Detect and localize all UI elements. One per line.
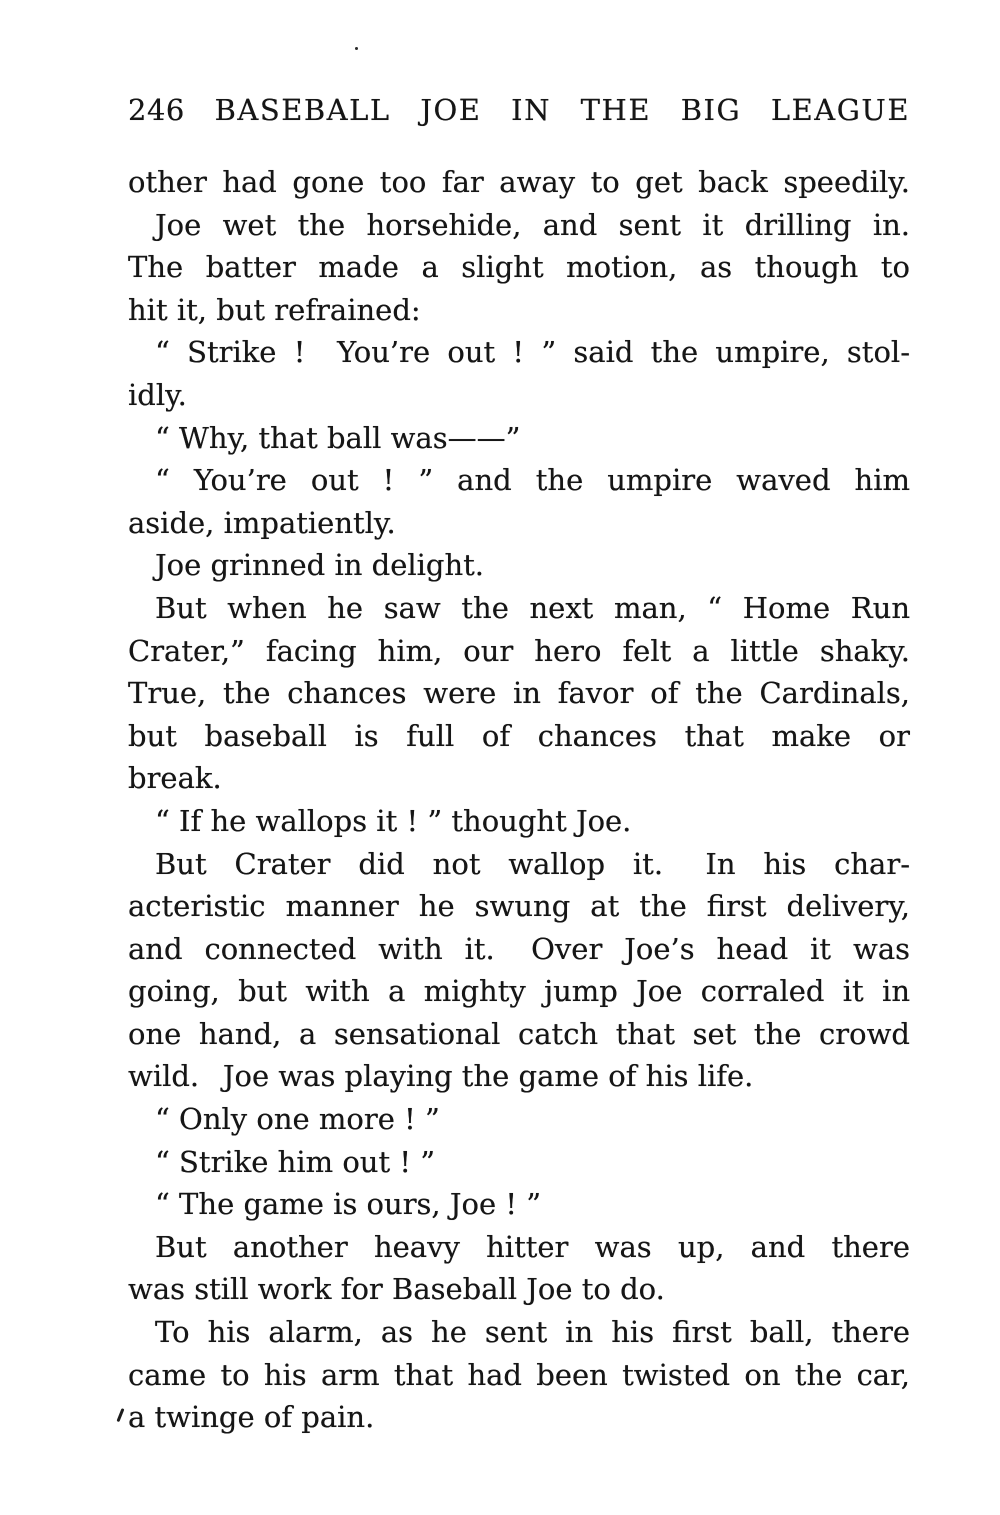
text-line: a twinge of pain. <box>128 1400 375 1435</box>
text-line: Joe grinned in delight. <box>155 548 485 583</box>
text-line: To his alarm, as he sent in his first ball, there <box>155 1315 910 1350</box>
text-line: one hand, a sensational catch that set the crowd <box>128 1016 910 1051</box>
text-line: “ You’re out ! ” and the umpire waved him <box>155 463 910 498</box>
text-line: But another heavy hitter was up, and there <box>155 1229 910 1264</box>
scan-artifact <box>355 47 358 50</box>
text-line: going, but with a mighty jump Joe corraled it in <box>128 974 910 1009</box>
text-line: hit it, but refrained: <box>128 292 421 327</box>
text-line: But Crater did not wallop it. In his char- <box>155 846 910 881</box>
text-line: idly. <box>128 377 187 412</box>
body-text <box>128 161 910 1439</box>
text-line: break. <box>128 761 222 796</box>
text-line: “ The game is ours, Joe ! ” <box>155 1187 542 1222</box>
text-line: Crater,” facing him, our hero felt a little shaky. <box>128 633 910 668</box>
text-line: and connected with it. Over Joe’s head it was <box>128 931 910 966</box>
text-line: other had gone too far away to get back speedily. <box>128 165 910 199</box>
text-line: acteristic manner he swung at the first delivery, <box>128 889 910 924</box>
page-title: BASEBALL JOE IN THE BIG LEAGUE <box>214 93 910 127</box>
text-line: True, the chances were in favor of the Cardinals, <box>128 676 910 711</box>
text-line: but baseball is full of chances that make or <box>128 718 910 753</box>
text-line: “ If he wallops it ! ” thought Joe. <box>155 803 632 838</box>
text-line: “ Only one more ! ” <box>155 1102 440 1137</box>
scan-artifact <box>116 1408 124 1422</box>
text-line: aside, impatiently. <box>128 505 396 540</box>
text-line: But when he saw the next man, “ Home Run <box>155 590 910 625</box>
text-line: The batter made a slight motion, as though to <box>128 250 910 285</box>
page-number: 246 <box>128 93 185 127</box>
text-line: “ Why, that ball was——” <box>155 420 521 455</box>
running-header <box>128 92 910 128</box>
text-line: “ Strike ! You’re out ! ” said the umpire, stol- <box>155 335 910 370</box>
text-line: came to his arm that had been twisted on the car, <box>128 1357 910 1392</box>
text-line: Joe wet the horsehide, and sent it drilling in. <box>155 207 910 242</box>
text-line: was still work for Baseball Joe to do. <box>128 1272 665 1307</box>
text-line: “ Strike him out ! ” <box>155 1144 436 1179</box>
text-line: wild. Joe was playing the game of his life. <box>128 1059 754 1094</box>
